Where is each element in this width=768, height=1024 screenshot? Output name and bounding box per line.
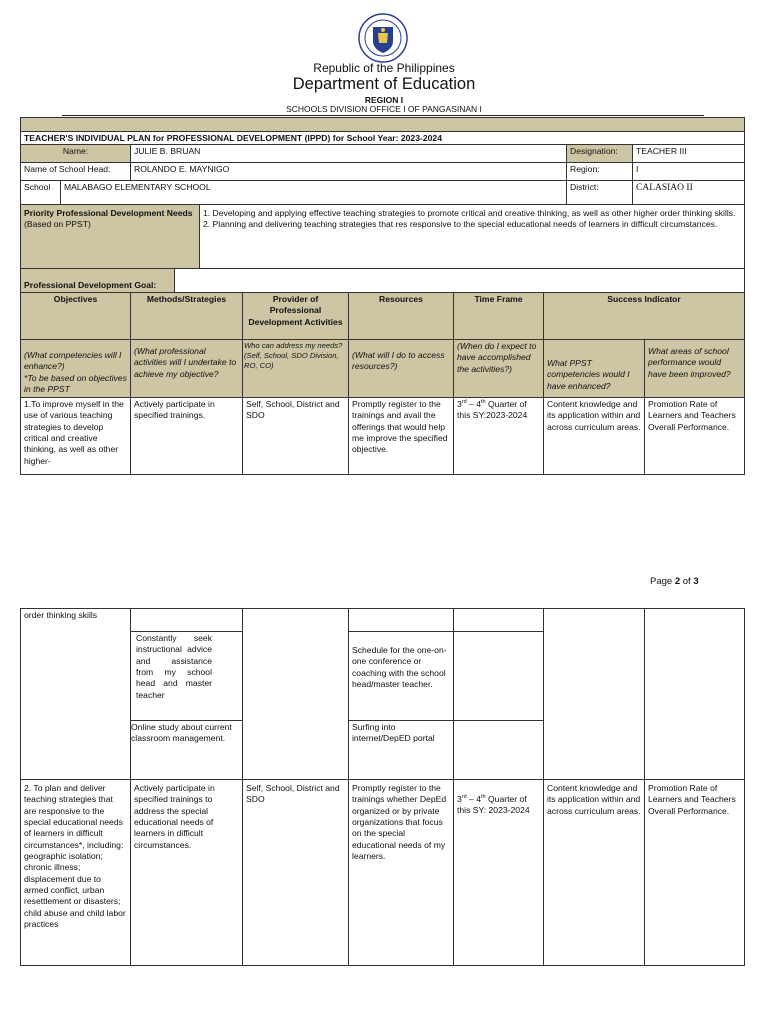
row2-objective: 2. To plan and deliver teaching strategies that are responsive to the special educational needs of learners in difficult circumstances*, including: geographic isolation; chronic illness; displacement due to armed conflict, urban resettlement or disasters; child abuse and child labor practices: [20, 779, 131, 966]
guide-objectives-note: *To be based on objectives in the PPST: [24, 372, 127, 395]
row1-method: Actively participate in specified trainings.: [130, 397, 243, 475]
row1-school-performance: Promotion Rate of Learners and Teachers Overall Performance.: [644, 397, 745, 475]
row2-resource: Promptly register to the trainings whether DepEd organized or by private organizations that focus on the special educational needs of my learners.: [348, 779, 454, 966]
col-timeframe: Time Frame: [453, 292, 544, 340]
col-methods: Methods/Strategies: [130, 292, 243, 340]
cont-school-performance: [644, 608, 745, 780]
page-number: Page 2 of 3: [650, 576, 699, 587]
department-title: Department of Education: [292, 75, 476, 93]
form-title: TEACHER'S INDIVIDUAL PLAN for PROFESSIONAL DEVELOPMENT (IPPD) for School Year: 2023-2024: [20, 131, 745, 145]
method-online-study: Online study about current classroom management.: [130, 720, 243, 780]
cont-resource-top: [348, 608, 454, 632]
guide-resources: (What will I do to access resources?): [348, 339, 454, 398]
cont-objective: order thinking skills: [20, 608, 131, 780]
row2-timeframe: 3rd – 4th Quarter of this SY: 2023-2024: [453, 779, 544, 966]
name-value: JULIE B. BRUAN: [130, 144, 567, 163]
priority-needs-label: [20, 204, 200, 269]
priority-needs-basis: (Based on PPST): [24, 219, 91, 230]
goal-label: Professional Development Goal:: [20, 268, 175, 293]
district-value: CALASIAO II: [632, 180, 745, 205]
col-resources: Resources: [348, 292, 454, 340]
deped-seal-icon: [354, 13, 412, 63]
designation-value: TEACHER III: [632, 144, 745, 163]
priority-need-2: 2. Planning and delivering teaching strategies that res responsive to the special educational needs of learners in difficult circumstances.: [203, 219, 718, 230]
cont-timeframe-bottom: [453, 720, 544, 780]
row2-ppst: Content knowledge and its application within and across curriculum areas.: [543, 779, 645, 966]
cont-ppst: [543, 608, 645, 780]
priority-needs-list: [199, 204, 745, 269]
method-seek-advice: Constantly seek instructional advice and assistance from my school head and master teacher: [130, 631, 243, 721]
guide-objectives-q: (What competencies will I enhance?): [24, 350, 122, 372]
designation-label: Designation:: [566, 144, 633, 163]
row1-ppst: Content knowledge and its application within and across curriculum areas.: [543, 397, 645, 475]
row2-provider: Self, School, District and SDO: [242, 779, 349, 966]
school-label: School: [20, 180, 61, 205]
guide-timeframe: (When do I expect to have accomplished the activities?): [453, 339, 544, 398]
cont-provider: [242, 608, 349, 780]
resource-online: Surfing into internet/DepED portal: [348, 720, 454, 780]
row1-timeframe: 3rd – 4th Quarter of this SY:2023-2024: [453, 397, 544, 475]
priority-need-1: 1. Developing and applying effective teaching strategies to promote critical and creative thinking, as well as other higher order thinking skills.: [203, 208, 736, 218]
guide-ppst: What PPST competencies would I have enhanced?: [543, 339, 645, 398]
region-field-value: I: [632, 162, 745, 181]
guide-school-performance: What areas of school performance would have been improved?: [644, 339, 745, 398]
row2-school-performance: Promotion Rate of Learners and Teachers Overall Performance.: [644, 779, 745, 966]
goal-value: [174, 268, 745, 293]
guide-provider: Who can address my needs? (Self, School, SDO Division, RO, CO): [242, 339, 349, 398]
cont-timeframe-mid: [453, 631, 544, 721]
top-band: [20, 117, 745, 132]
priority-needs-title: Priority Professional Development Needs: [24, 208, 193, 218]
republic-label: Republic of the Philippines: [313, 61, 455, 75]
division-label: SCHOOLS DIVISION OFFICE I OF PANGASINAN I: [286, 104, 482, 114]
district-label: District:: [566, 180, 633, 205]
cont-method-top: [130, 608, 243, 632]
region-label: REGION I: [364, 95, 404, 105]
row1-resource: Promptly register to the trainings and avail the offerings that would help me improve the specified objective.: [348, 397, 454, 475]
col-success: Success Indicator: [543, 292, 745, 340]
row2-method: Actively participate in specified trainings to address the special educational needs of learners in difficult circumstances.: [130, 779, 243, 966]
col-objectives: Objectives: [20, 292, 131, 340]
school-head-value: ROLANDO E. MAYNIGO: [130, 162, 567, 181]
row1-provider: Self, School, District and SDO: [242, 397, 349, 475]
col-provider: Provider of Professional Development Activities: [242, 292, 349, 340]
resource-schedule: Schedule for the one-on-one conference or coaching with the school head/master teacher.: [348, 631, 454, 721]
cont-timeframe-top: [453, 608, 544, 632]
school-value: MALABAGO ELEMENTARY SCHOOL: [60, 180, 567, 205]
name-label: Name:: [20, 144, 131, 163]
row1-objective: 1.To improve myself in the use of various teaching strategies to develop critical and creative thinking, as well as other higher-: [20, 397, 131, 475]
school-head-label: Name of School Head:: [20, 162, 131, 181]
guide-objectives: [20, 339, 131, 398]
region-field-label: Region:: [566, 162, 633, 181]
guide-methods: (What professional activities will I undertake to achieve my objective?: [130, 339, 243, 398]
header-divider: [62, 115, 704, 116]
